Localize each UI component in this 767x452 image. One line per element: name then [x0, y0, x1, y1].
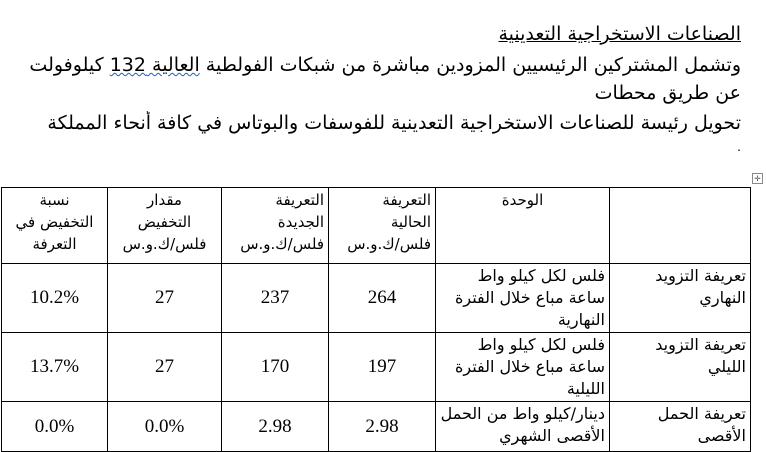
header-current-line1: التعريفة: [382, 191, 431, 209]
row-current-tariff: 264: [329, 264, 436, 333]
row-reduction-pct: 13.7%: [2, 333, 108, 402]
paragraph-stations: عن طريق محطات: [594, 82, 741, 104]
table-row: [2, 402, 751, 452]
header-reduction-pct: [2, 188, 108, 264]
row-reduction-amount: 0.0%: [108, 402, 222, 452]
move-handle-icon[interactable]: ✛: [752, 173, 763, 184]
row-new-tariff: 237: [222, 264, 329, 333]
row-new-tariff: 2.98: [222, 402, 329, 452]
tariff-table: [1, 187, 751, 452]
row-reduction-pct: 10.2%: [2, 264, 108, 333]
header-category: [610, 188, 751, 264]
row-reduction-amount: 27: [108, 264, 222, 333]
header-unit: الوحدة: [436, 188, 610, 264]
row-reduction-amount: 27: [108, 333, 222, 402]
row-current-tariff: 2.98: [329, 402, 436, 452]
header-reduction-unit: فلس/ك.و.س: [122, 235, 207, 253]
document-heading: الصناعات الاستخراجية التعدينية: [498, 23, 741, 45]
header-reduction-amount: [108, 188, 222, 264]
paragraph-transformation: تحويل رئيسة للصناعات الاستخراجية التعدينية للفوسفات والبوتاس في كافة أنحاء المملكة: [47, 112, 741, 134]
header-new-line2: الجديدة: [277, 213, 324, 231]
row-current-tariff: 197: [329, 333, 436, 402]
row-unit: دينار/كيلو واط من الحمل الأقصى الشهري: [436, 402, 610, 452]
paragraph-subscribers: [0, 53, 741, 77]
row-new-tariff: 170: [222, 333, 329, 402]
row-category: تعريفة التزويد النهاري: [610, 264, 751, 333]
row-reduction-pct: 0.0%: [2, 402, 108, 452]
header-current-tariff: [329, 188, 436, 264]
table-row: [2, 333, 751, 402]
paragraph-subscribers-part3: كيلوفولت: [29, 54, 110, 76]
header-reduction-line1: مقدار: [147, 191, 182, 209]
header-new-unit: فلس/ك.و.س: [240, 235, 324, 253]
table-header-row: [2, 188, 751, 264]
row-unit: فلس لكل كيلو واط ساعة مباع خلال الفترة الليلية: [436, 333, 610, 402]
paragraph-mark: .: [737, 140, 741, 154]
table-row: [2, 264, 751, 333]
row-unit: فلس لكل كيلو واط ساعة مباع خلال الفترة النهارية: [436, 264, 610, 333]
header-pct-line2: التخفيض في: [15, 213, 94, 231]
header-pct-line3: التعرفة: [32, 235, 77, 253]
header-current-line2: الحالية: [390, 213, 431, 231]
row-category: تعريفة التزويد الليلي: [610, 333, 751, 402]
header-new-line1: التعريفة: [275, 191, 324, 209]
header-reduction-line2: التخفيض: [137, 213, 192, 231]
header-new-tariff: [222, 188, 329, 264]
paragraph-subscribers-part1: وتشمل المشتركين الرئيسيين المزودين مباشرة من شبكات الفولطية: [199, 54, 741, 76]
row-category: تعريفة الحمل الأقصى: [610, 402, 751, 452]
header-current-unit: فلس/ك.و.س: [347, 235, 431, 253]
spellcheck-flagged-text: العالية 132: [109, 54, 200, 76]
header-pct-line1: نسبة: [39, 191, 70, 209]
